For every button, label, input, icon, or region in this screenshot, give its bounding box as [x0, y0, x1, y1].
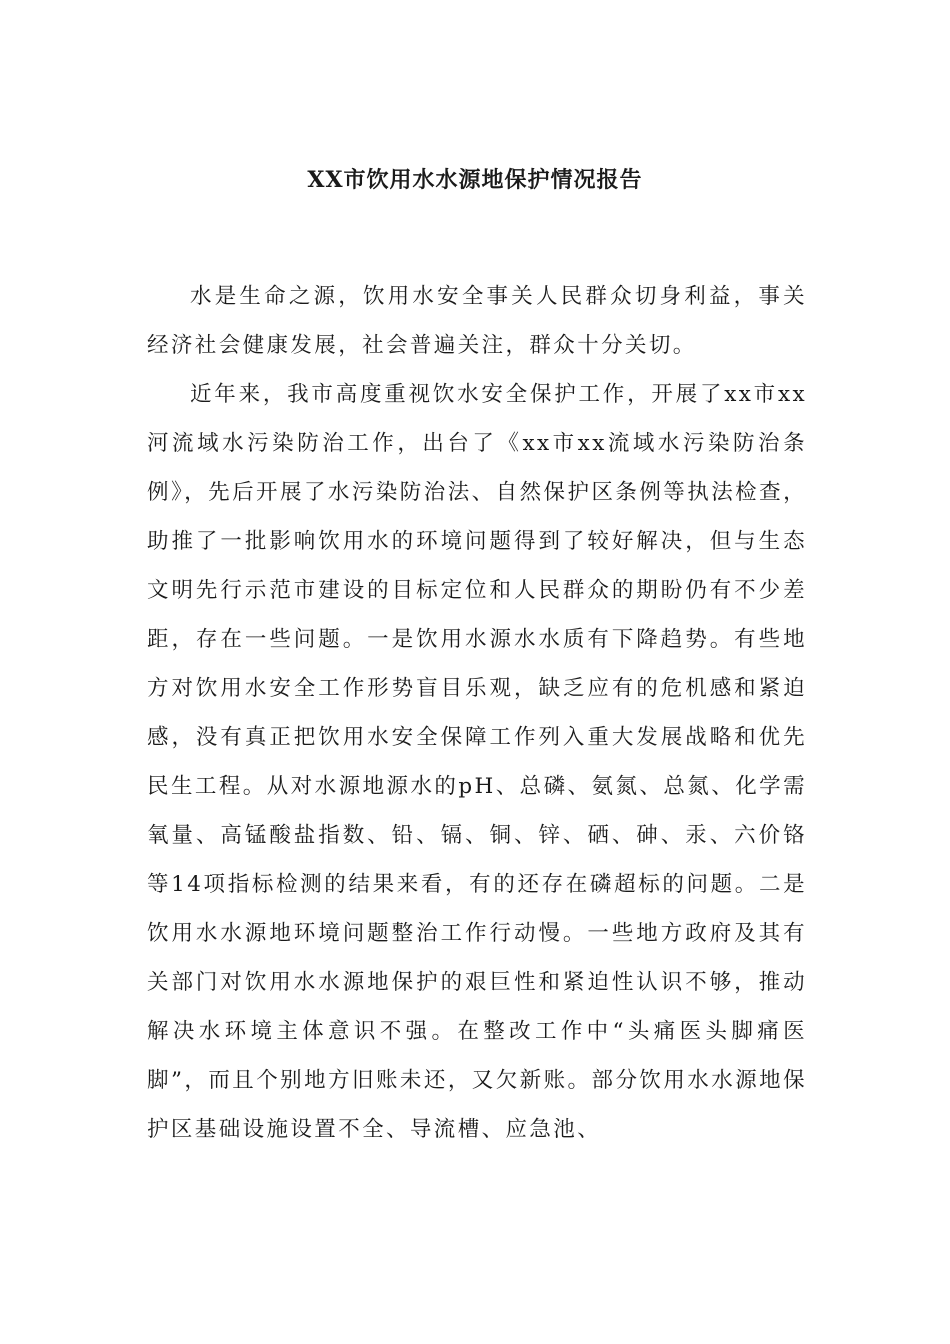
document-title: XX市饮用水水源地保护情况报告: [307, 167, 643, 193]
paragraph-main: 近年来，我市高度重视饮水安全保护工作，开展了xx市xx河流域水污染防治工作，出台了《xx市xx流域水污染防治条例》，先后开展了水污染防治法、自然保护区条例等执法检查，助推了一批影响饮用水的环境问题得到了较好解决，但与生态文明先行示范市建设的目标定位和人民群众的期盼仍有不少差距，存在一些问题。一是饮用水源水水质有下降趋势。有些地方对饮用水安全工作形势盲目乐观，缺乏应有的危机感和紧迫感，没有真正把饮用水安全保障工作列入重大发展战略和优先民生工程。从对水源地源水的pH、总磷、氨氮、总氮、化学需氧量、高锰酸盐指数、铅、镉、铜、锌、硒、砷、汞、六价铬等14项指标检测的结果来看，有的还存在磷超标的问题。二是饮用水水源地环境问题整治工作行动慢。一些地方政府及其有关部门对饮用水水源地保护的艰巨性和紧迫性认识不够，推动解决水环境主体意识不强。在整改工作中“头痛医头脚痛医脚”，而且个别地方旧账未还，又欠新账。部分饮用水水源地保护区基础设施设置不全、导流槽、应急池、: [147, 382, 807, 1142]
paragraph-intro: 水是生命之源，饮用水安全事关人民群众切身利益，事关经济社会健康发展，社会普遍关注，群众十分关切。: [147, 284, 807, 358]
document-body: [147, 272, 807, 1154]
